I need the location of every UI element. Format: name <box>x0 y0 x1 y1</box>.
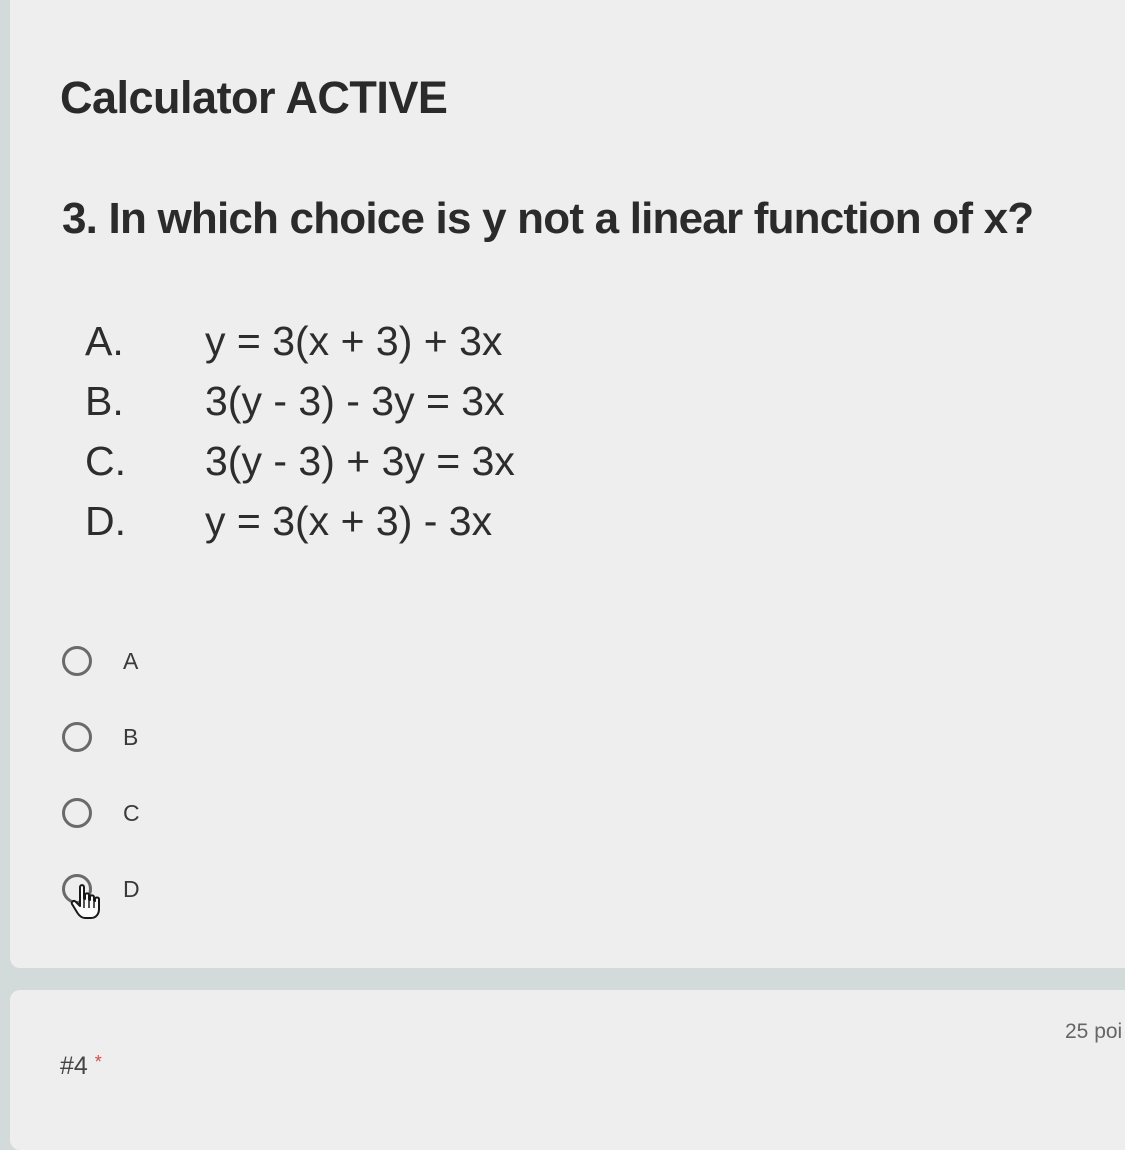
choice-expression: y = 3(x + 3) - 3x <box>205 498 493 544</box>
hand-pointer-icon <box>69 883 103 921</box>
radio-button[interactable] <box>62 722 92 752</box>
choice-expression: 3(y - 3) + 3y = 3x <box>205 438 515 484</box>
question-number <box>60 1052 102 1081</box>
radio-label[interactable]: B <box>123 724 139 750</box>
radio-option-d[interactable] <box>54 868 354 944</box>
question-number-label: #4 <box>60 1052 88 1080</box>
radio-button[interactable] <box>62 646 92 676</box>
choice-expression: 3(y - 3) - 3y = 3x <box>205 378 505 424</box>
points-label: 25 poi <box>1065 1020 1123 1043</box>
choice-letter: C. <box>85 438 126 484</box>
choice-letter: B. <box>85 378 124 424</box>
radio-option-b[interactable] <box>54 716 354 792</box>
radio-option-a[interactable] <box>54 640 354 716</box>
radio-option-c[interactable] <box>54 792 354 868</box>
choice-letter: D. <box>85 498 126 544</box>
radio-label[interactable]: A <box>123 648 139 674</box>
page-title: Calculator ACTIVE <box>60 72 448 123</box>
radio-label[interactable]: C <box>123 800 140 826</box>
answer-radio-group <box>54 640 354 944</box>
radio-label[interactable]: D <box>123 876 140 902</box>
next-question-card <box>10 990 1125 1150</box>
choice-letter: A. <box>85 318 124 364</box>
question-text: 3. In which choice is y not a linear function of x? <box>62 194 1034 243</box>
required-marker: * <box>94 1052 102 1072</box>
question-card <box>10 0 1125 968</box>
choice-expression: y = 3(x + 3) + 3x <box>205 318 503 364</box>
radio-button[interactable] <box>62 798 92 828</box>
